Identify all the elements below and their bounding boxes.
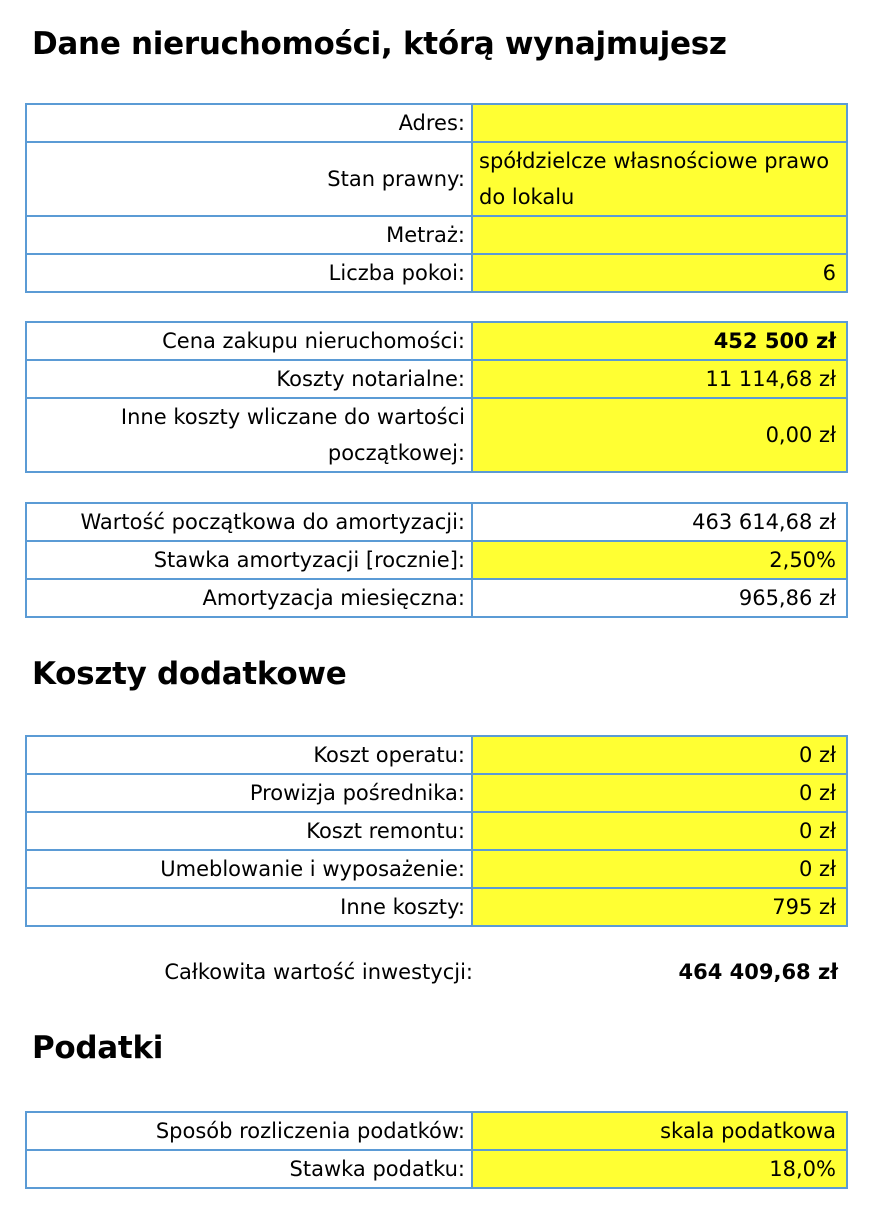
- rooms-cell[interactable]: 6: [472, 254, 847, 292]
- furnishing-label: Umeblowanie i wyposażenie:: [26, 850, 472, 888]
- other-initial-costs-label: Inne koszty wliczane do wartości początkowej:: [26, 398, 472, 472]
- section-title-extra-costs: Koszty dodatkowe: [32, 656, 347, 692]
- total-investment-row: [25, 954, 848, 990]
- table-row: [26, 541, 847, 579]
- purchase-price-cell[interactable]: 452 500 zł: [472, 322, 847, 360]
- notary-costs-cell[interactable]: 11 114,68 zł: [472, 360, 847, 398]
- legal-status-cell[interactable]: spółdzielcze własnościowe prawo do lokalu: [472, 142, 847, 216]
- address-label: Adres:: [26, 104, 472, 142]
- purchase-table: [25, 321, 848, 473]
- other-initial-costs-cell[interactable]: 0,00 zł: [472, 398, 847, 472]
- table-row: [26, 322, 847, 360]
- depreciation-table: [25, 502, 848, 618]
- section-title-property: Dane nieruchomości, którą wynajmujesz: [32, 26, 727, 62]
- agent-fee-label: Prowizja pośrednika:: [26, 774, 472, 812]
- table-row: [26, 1112, 847, 1150]
- table-row: [26, 360, 847, 398]
- tax-method-cell[interactable]: skala podatkowa: [472, 1112, 847, 1150]
- table-row: [26, 812, 847, 850]
- purchase-price-label: Cena zakupu nieruchomości:: [26, 322, 472, 360]
- table-row: [26, 398, 847, 472]
- table-row: [26, 503, 847, 541]
- address-cell[interactable]: [472, 104, 847, 142]
- table-row: [26, 774, 847, 812]
- table-row: [26, 579, 847, 617]
- property-table: [25, 103, 848, 293]
- monthly-depreciation-label: Amortyzacja miesięczna:: [26, 579, 472, 617]
- legal-status-label: Stan prawny:: [26, 142, 472, 216]
- other-costs-label: Inne koszty:: [26, 888, 472, 926]
- table-row: [26, 104, 847, 142]
- other-costs-cell[interactable]: 795 zł: [472, 888, 847, 926]
- table-row: [26, 254, 847, 292]
- tax-rate-label: Stawka podatku:: [26, 1150, 472, 1188]
- valuation-cost-cell[interactable]: 0 zł: [472, 736, 847, 774]
- tax-method-label: Sposób rozliczenia podatków:: [26, 1112, 472, 1150]
- table-row: [26, 736, 847, 774]
- area-cell[interactable]: [472, 216, 847, 254]
- extra-costs-table: [25, 735, 848, 927]
- taxes-table: [25, 1111, 848, 1189]
- total-investment-label: Całkowita wartość inwestycji:: [164, 960, 473, 984]
- section-title-taxes: Podatki: [32, 1030, 164, 1066]
- renovation-cost-label: Koszt remontu:: [26, 812, 472, 850]
- notary-costs-label: Koszty notarialne:: [26, 360, 472, 398]
- depreciation-rate-cell[interactable]: 2,50%: [472, 541, 847, 579]
- total-investment-value: 464 409,68 zł: [678, 960, 838, 984]
- valuation-cost-label: Koszt operatu:: [26, 736, 472, 774]
- area-label: Metraż:: [26, 216, 472, 254]
- depreciation-rate-label: Stawka amortyzacji [rocznie]:: [26, 541, 472, 579]
- table-row: [26, 888, 847, 926]
- table-row: [26, 142, 847, 216]
- renovation-cost-cell[interactable]: 0 zł: [472, 812, 847, 850]
- tax-rate-cell[interactable]: 18,0%: [472, 1150, 847, 1188]
- initial-value-cell: 463 614,68 zł: [472, 503, 847, 541]
- monthly-depreciation-cell: 965,86 zł: [472, 579, 847, 617]
- initial-value-label: Wartość początkowa do amortyzacji:: [26, 503, 472, 541]
- table-row: [26, 216, 847, 254]
- agent-fee-cell[interactable]: 0 zł: [472, 774, 847, 812]
- furnishing-cell[interactable]: 0 zł: [472, 850, 847, 888]
- table-row: [26, 850, 847, 888]
- rooms-label: Liczba pokoi:: [26, 254, 472, 292]
- table-row: [26, 1150, 847, 1188]
